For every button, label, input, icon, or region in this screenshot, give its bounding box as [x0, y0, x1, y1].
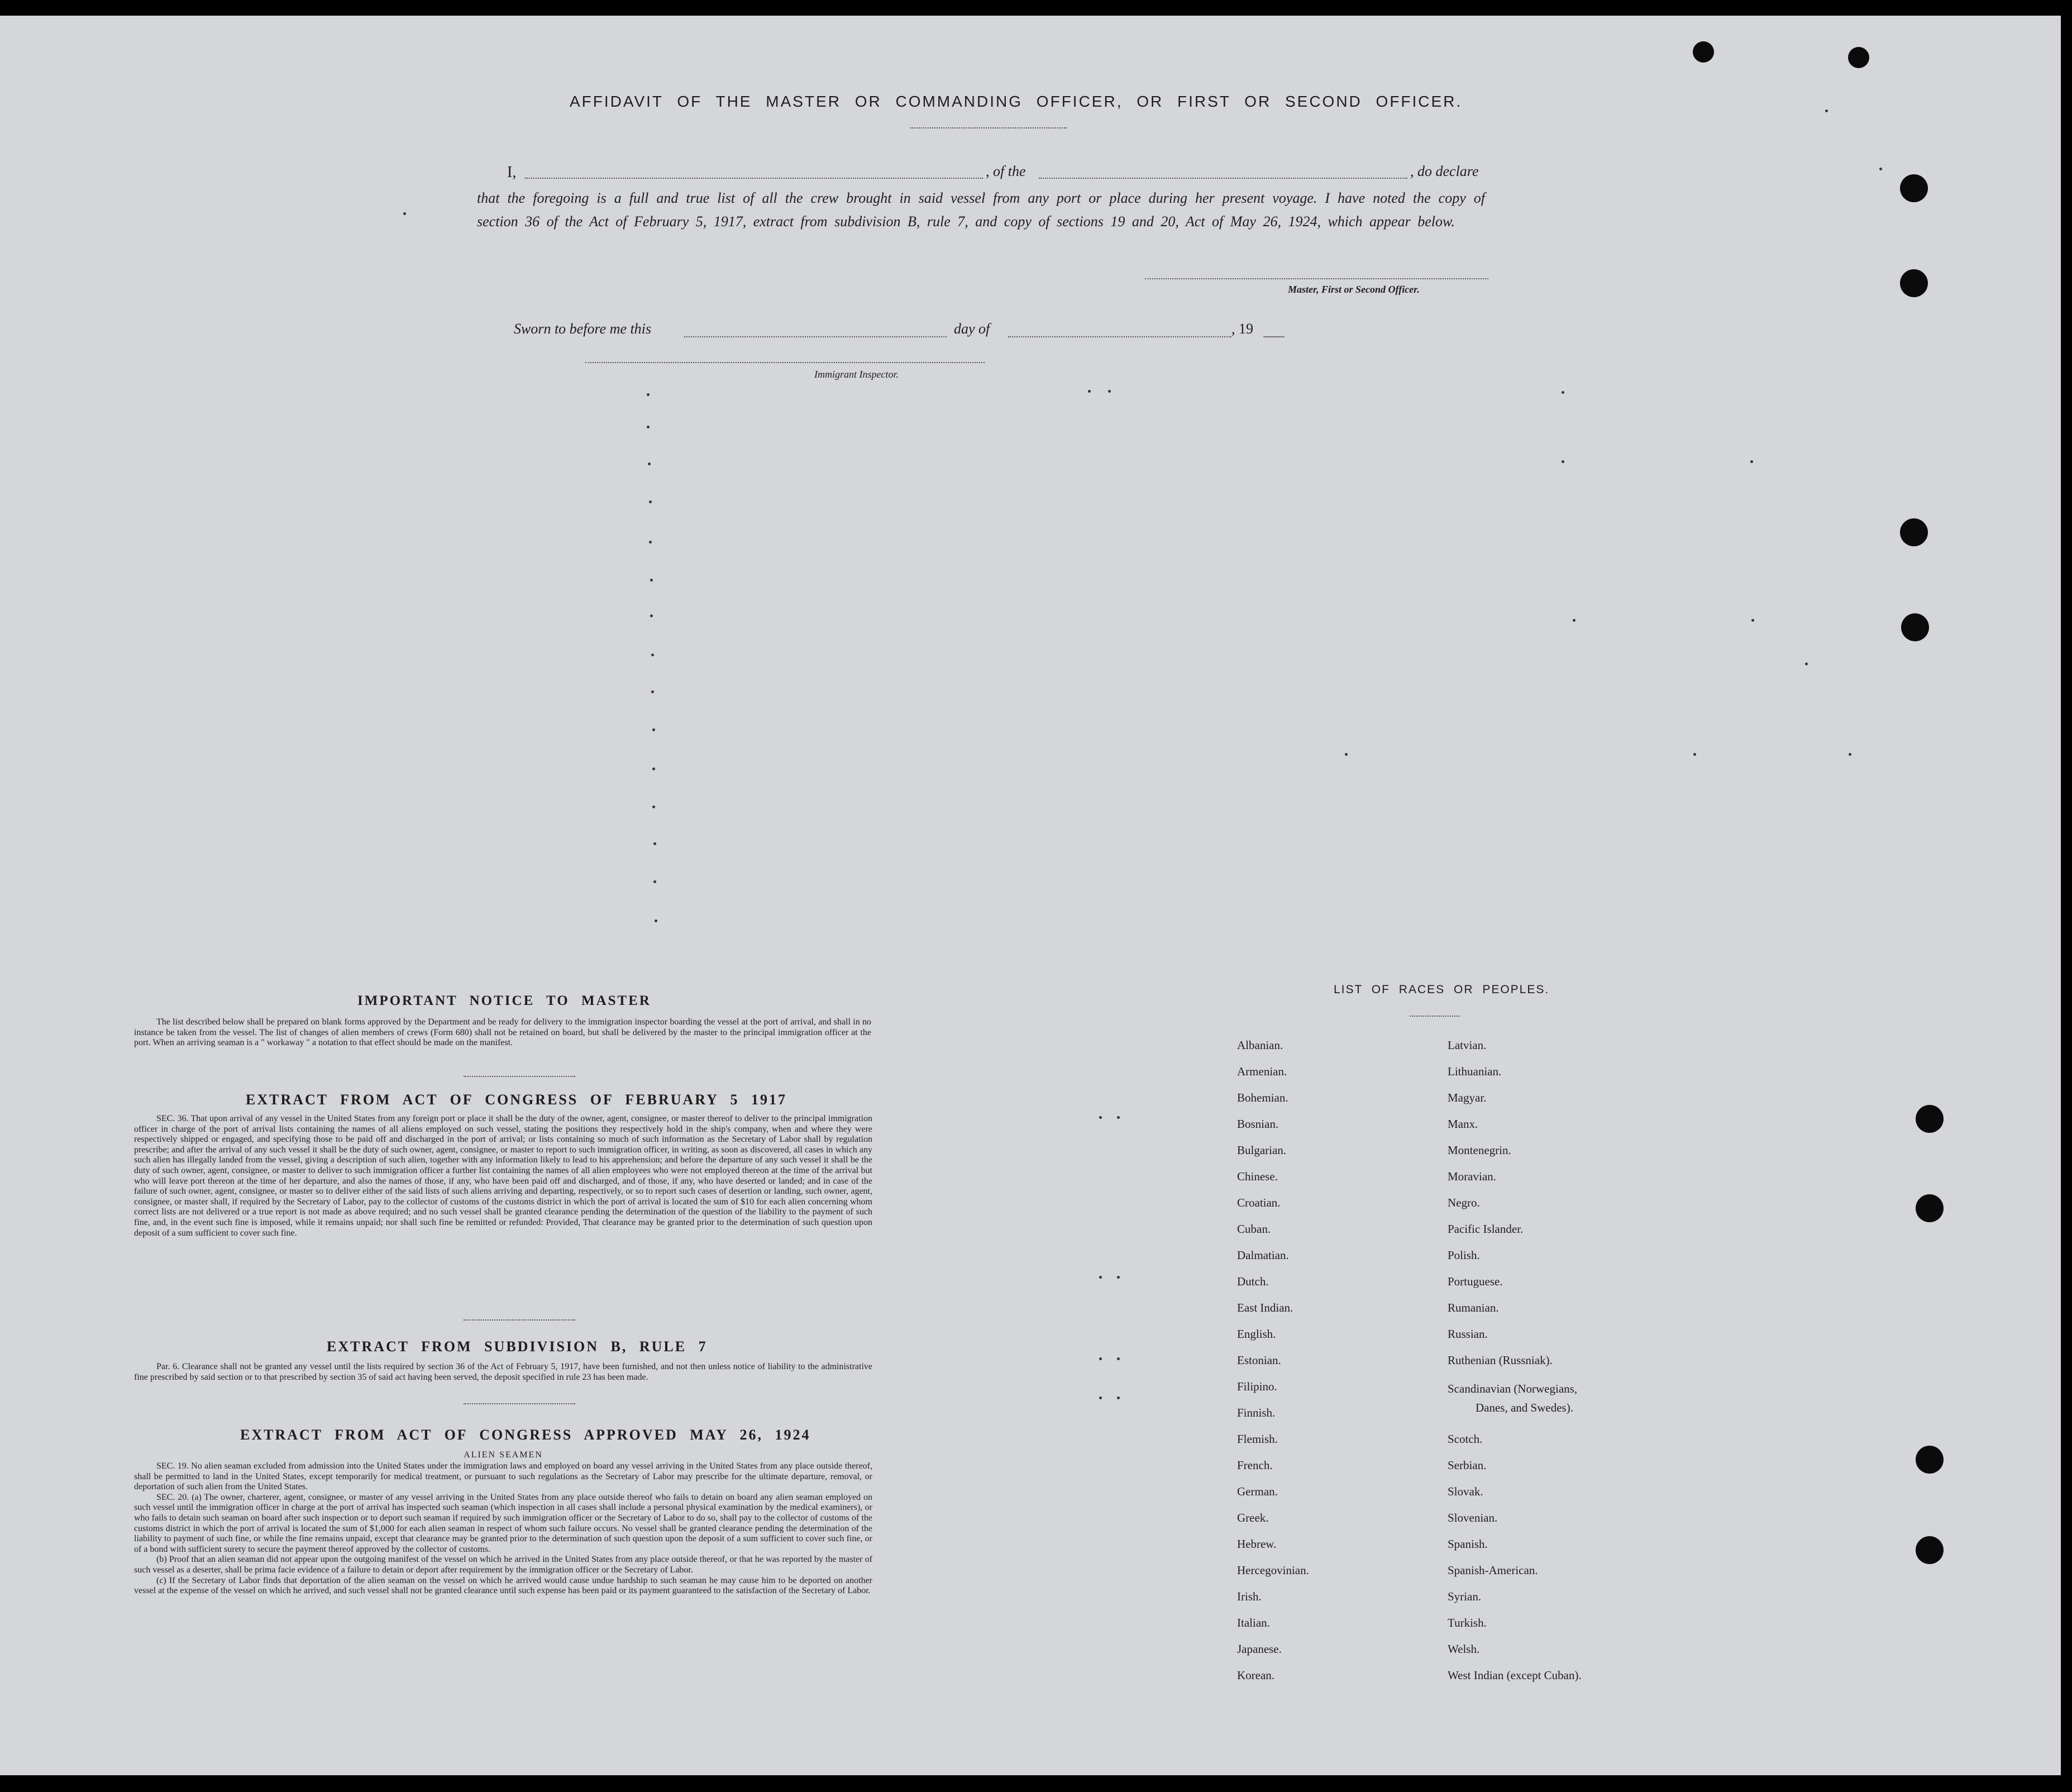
- speck: [1750, 460, 1753, 463]
- race-item: Croatian.: [1237, 1196, 1281, 1209]
- race-item: Slovenian.: [1448, 1511, 1498, 1524]
- vessel-name-line[interactable]: [1039, 178, 1407, 179]
- race-item: Manx.: [1448, 1117, 1478, 1131]
- speck: [1117, 1397, 1120, 1399]
- race-item: French.: [1237, 1459, 1273, 1472]
- races-divider: [1410, 1016, 1460, 1017]
- race-item: Montenegrin.: [1448, 1143, 1511, 1157]
- race-item: Spanish-American.: [1448, 1564, 1538, 1577]
- speck: [1088, 390, 1091, 393]
- race-item: Polish.: [1448, 1248, 1480, 1262]
- speck: [655, 919, 657, 922]
- race-item: Portuguese.: [1448, 1275, 1503, 1288]
- section-divider: [464, 1319, 575, 1321]
- race-item: German.: [1237, 1485, 1278, 1498]
- punch-hole: [1900, 269, 1928, 297]
- race-item: Hercegovinian.: [1237, 1564, 1309, 1577]
- race-item: Bohemian.: [1237, 1091, 1288, 1104]
- speck: [650, 614, 653, 617]
- speck: [652, 806, 655, 808]
- race-item: Armenian.: [1237, 1065, 1287, 1078]
- race-item: Russian.: [1448, 1327, 1488, 1341]
- speck: [1345, 753, 1348, 756]
- speck: [649, 501, 652, 503]
- race-item: Serbian.: [1448, 1459, 1487, 1472]
- race-item: Moravian.: [1448, 1170, 1496, 1183]
- punch-hole: [1900, 174, 1928, 202]
- punch-hole: [1916, 1446, 1944, 1474]
- race-item: Welsh.: [1448, 1642, 1480, 1656]
- race-item: Albanian.: [1237, 1038, 1283, 1052]
- race-item: Filipino.: [1237, 1380, 1277, 1393]
- speck: [648, 463, 651, 465]
- race-item: Scotch.: [1448, 1432, 1483, 1446]
- sworn-day-line[interactable]: [684, 336, 947, 337]
- speck: [1108, 390, 1111, 393]
- declaration-text: that the foregoing is a full and true list of all the crew brought in said vessel from any port or place during her present voyage. I have noted the copy of section 36 of the Act of February 5, 1917, extract from subdivision B, rule 7, and copy of sections 19 and 20, Act of May 26, 1924, which appear below.: [477, 190, 1485, 230]
- notice-text: The list described below shall be prepared on blank forms approved by the Department and be ready for delivery to the immigration inspector boarding the vessel at the port of arrival, and shall in no instance be taken from the vessel. The list of changes of alien members of crews (Form 680) shall not be retained on board, but shall be delivered by the master to the principal immigration officer at the port. When an arriving seaman is a " workaway " a notation to that effect should be made on the manifest.: [134, 1017, 871, 1048]
- race-item: Magyar.: [1448, 1091, 1487, 1104]
- speck: [1117, 1116, 1120, 1119]
- race-item: Negro.: [1448, 1196, 1480, 1209]
- speck: [651, 654, 654, 656]
- speck: [651, 690, 654, 693]
- race-item: Hebrew.: [1237, 1537, 1277, 1551]
- declarant-name-line[interactable]: [525, 178, 983, 179]
- punch-hole: [1901, 613, 1929, 641]
- speck: [1879, 168, 1882, 170]
- speck: [1117, 1357, 1120, 1360]
- speck: [647, 393, 650, 396]
- race-item: Korean.: [1237, 1669, 1275, 1682]
- sworn-month-line[interactable]: [1008, 336, 1231, 337]
- race-item: Rumanian.: [1448, 1301, 1499, 1314]
- inspector-label: Immigrant Inspector.: [814, 369, 899, 380]
- section-20b-text: (b) Proof that an alien seaman did not appear upon the outgoing manifest of the vessel on which he arrived in the United States from any place outside thereof, or that he was reported by the master of such vessel as a deserter, shall be prima facie evidence of a failure to detain or deport after requirement by the immigration officer or the Secretary of Labor.: [134, 1555, 872, 1575]
- speck: [1099, 1357, 1102, 1360]
- punch-hole: [1848, 47, 1869, 68]
- year-line[interactable]: [1263, 336, 1285, 337]
- race-item: Cuban.: [1237, 1222, 1271, 1236]
- race-item: Latvian.: [1448, 1038, 1487, 1052]
- race-item: Lithuanian.: [1448, 1065, 1502, 1078]
- punch-hole: [1900, 518, 1928, 546]
- sworn-label: Sworn to before me this: [514, 321, 652, 337]
- race-item: Estonian.: [1237, 1353, 1281, 1367]
- speck: [1849, 753, 1851, 756]
- speck: [653, 880, 656, 883]
- title-divider: [910, 127, 1067, 128]
- races-column-2: [1448, 1032, 1582, 1689]
- race-item: Dalmatian.: [1237, 1248, 1289, 1262]
- section-20a-text: SEC. 20. (a) The owner, charterer, agent, consignee, or master of any vessel arriving in the United States from any place outside thereof who fails to detain on board any alien seaman employed on such vessel until the immigration officer in charge at the port of arrival has inspected such seaman (which inspection in all cases shall include a personal physical examination by the medical examiners), or who fails to detain such seaman on board after such inspection or to deport such seaman if required by such immigration officer or the Secretary of Labor to do so, shall pay to the collector of customs of the customs district in which the port of arrival is located the sum of $1,000 for each alien seaman in respect of whom such failure occurs. No vessel shall be granted clearance pending the determination of the liability to payment of such fine, or while the fine remains unpaid, except that clearance may be granted prior to the determination of such question upon the deposit of a sum sufficient to cover such fine, or of a bond with sufficient surety to secure the payment thereof approved by the collector of customs.: [134, 1492, 872, 1554]
- punch-hole: [1916, 1536, 1944, 1564]
- section-19-text: SEC. 19. No alien seaman excluded from admission into the United States under the immigration laws and employed on board any vessel arriving in the United States from any place outside thereof, shall be permitted to land in the United States, except temporarily for medical treatment, or pursuant to such regulations as the Secretary of Labor may prescribe for the ultimate departure, removal, or deportation of such alien from the United States.: [134, 1461, 872, 1492]
- extract-1917-title: EXTRACT FROM ACT OF CONGRESS OF FEBRUARY 5 1917: [246, 1092, 787, 1108]
- race-item: Syrian.: [1448, 1590, 1482, 1603]
- do-declare-label: , do declare: [1410, 163, 1479, 179]
- race-item: Spanish.: [1448, 1537, 1488, 1551]
- race-item: Bosnian.: [1237, 1117, 1279, 1131]
- race-item: Ruthenian (Russniak).: [1448, 1353, 1553, 1367]
- rule-7-text: Par. 6. Clearance shall not be granted any vessel until the lists required by section 36 of the Act of February 5, 1917, have been furnished, and not then unless notice of liability to the administrative fine prescribed by said section or to that prescribed by section 35 of said act having been served, the deposit specified in rule 23 has been made.: [134, 1362, 872, 1382]
- declarant-prefix: I,: [507, 164, 517, 181]
- signature-line[interactable]: [1145, 278, 1488, 279]
- race-item: Turkish.: [1448, 1616, 1487, 1629]
- race-item: Irish.: [1237, 1590, 1262, 1603]
- races-title: LIST OF RACES OR PEOPLES.: [1334, 983, 1550, 996]
- speck: [1099, 1276, 1102, 1279]
- speck: [1562, 460, 1564, 463]
- speck: [1825, 109, 1828, 112]
- speck: [653, 842, 656, 845]
- speck: [650, 579, 653, 582]
- affidavit-title: AFFIDAVIT OF THE MASTER OR COMMANDING OFFICER, OR FIRST OR SECOND OFFICER.: [570, 93, 1463, 110]
- speck: [652, 728, 655, 731]
- notice-title: IMPORTANT NOTICE TO MASTER: [357, 993, 651, 1008]
- race-item: Flemish.: [1237, 1432, 1278, 1446]
- race-item: Chinese.: [1237, 1170, 1278, 1183]
- signature-label: Master, First or Second Officer.: [1288, 284, 1420, 295]
- race-item: Pacific Islander.: [1448, 1222, 1524, 1236]
- speck: [403, 212, 406, 215]
- of-the-label: , of the: [986, 163, 1026, 179]
- section-20c-text: (c) If the Secretary of Labor finds that deportation of the alien seaman on the vessel on which he arrived would cause undue hardship to such seaman he may cause him to be deported on another vessel at the expense of the vessel on which he arrived, and such vessel shall not be granted clearance until such expense has been paid or its payment guaranteed to the satisfaction of the Secretary of Labor.: [134, 1575, 872, 1596]
- race-item: Greek.: [1237, 1511, 1269, 1524]
- year-label: , 19: [1231, 321, 1253, 337]
- race-item: Japanese.: [1237, 1642, 1282, 1656]
- race-item: Danes, and Swedes).: [1476, 1401, 1573, 1414]
- speck: [1099, 1116, 1102, 1119]
- race-item: West Indian (except Cuban).: [1448, 1669, 1582, 1682]
- speck: [1099, 1397, 1102, 1399]
- speck: [1573, 619, 1576, 622]
- speck: [1805, 663, 1808, 665]
- race-item: Bulgarian.: [1237, 1143, 1287, 1157]
- speck: [1562, 391, 1564, 394]
- extract-1924-body: [134, 1461, 872, 1596]
- section-divider: [464, 1403, 575, 1404]
- punch-hole: [1916, 1105, 1944, 1133]
- speck: [652, 768, 655, 770]
- speck: [1117, 1276, 1120, 1279]
- day-of-label: day of: [954, 321, 990, 337]
- punch-hole: [1693, 41, 1714, 63]
- alien-seamen-subtitle: ALIEN SEAMEN: [464, 1450, 543, 1460]
- race-item: Slovak.: [1448, 1485, 1483, 1498]
- speck: [647, 426, 650, 428]
- race-item: Scandinavian (Norwegians,: [1448, 1382, 1578, 1395]
- speck: [1693, 753, 1696, 756]
- section-divider: [464, 1076, 575, 1077]
- speck: [649, 541, 652, 544]
- speck: [1751, 619, 1754, 622]
- race-item: Dutch.: [1237, 1275, 1269, 1288]
- race-item: English.: [1237, 1327, 1276, 1341]
- race-item: Italian.: [1237, 1616, 1270, 1629]
- extract-1917-text: SEC. 36. That upon arrival of any vessel in the United States from any foreign port or place it shall be the duty of the owner, agent, consignee, or master thereof to deliver to the principal immigration officer in charge of the port of arrival lists containing the names of all aliens employed on such vessel, stating the positions they respectively hold in the ship's company, when and where they were respectively shipped or engaged, and specifying those to be paid off and discharged in the port of arrival; or lists containing so much of such information as the Secretary of Labor shall by regulation prescribe; and after the arrival of any such vessel it shall be the duty of such owner, agent, consignee, or master to report to such immigration officer, in writing, as soon as discovered, all cases in which any such alien has illegally landed from the vessel, giving a description of such alien, together with any information likely to lead to his apprehension; and before the departure of any such vessel it shall be the duty of such owner, agent, consignee, or master to deliver to such immigration officer a further list containing the names of all alien employees who were not employed thereon at the time of the arrival but who will leave port thereon at the time of her departure, and also the names of those, if any, who have been paid off and discharged, and of those, if any, who have deserted or landed; and in case of the failure of such owner, agent, consignee, or master so to deliver either of the said lists of such aliens arriving and departing, respectively, or so to report such cases of desertion or landing, such owner, agent, consignee, or master shall, if required by the Secretary of Labor, pay to the collector of customs of the customs district in which the port of arrival is located the sum of $10 for each alien concerning whom correct lists are not delivered or a true report is not made as above required; and no such vessel shall be granted clearance pending the determination of the question of the liability to the payment of such fine, and, in the event such fine is imposed, while it remains unpaid; nor shall such fine be remitted or refunded: Provided, That clearance may be granted prior to the determination of such question upon deposit of a sum sufficient to cover such fine.: [134, 1114, 872, 1238]
- document-page: [0, 16, 2061, 1775]
- punch-hole: [1916, 1194, 1944, 1222]
- rule-7-title: EXTRACT FROM SUBDIVISION B, RULE 7: [327, 1338, 708, 1355]
- inspector-signature-line[interactable]: [585, 362, 985, 363]
- race-item: East Indian.: [1237, 1301, 1293, 1314]
- extract-1924-title: EXTRACT FROM ACT OF CONGRESS APPROVED MAY 26, 1924: [240, 1427, 811, 1443]
- race-item: Finnish.: [1237, 1406, 1276, 1419]
- races-column-1: [1237, 1032, 1309, 1689]
